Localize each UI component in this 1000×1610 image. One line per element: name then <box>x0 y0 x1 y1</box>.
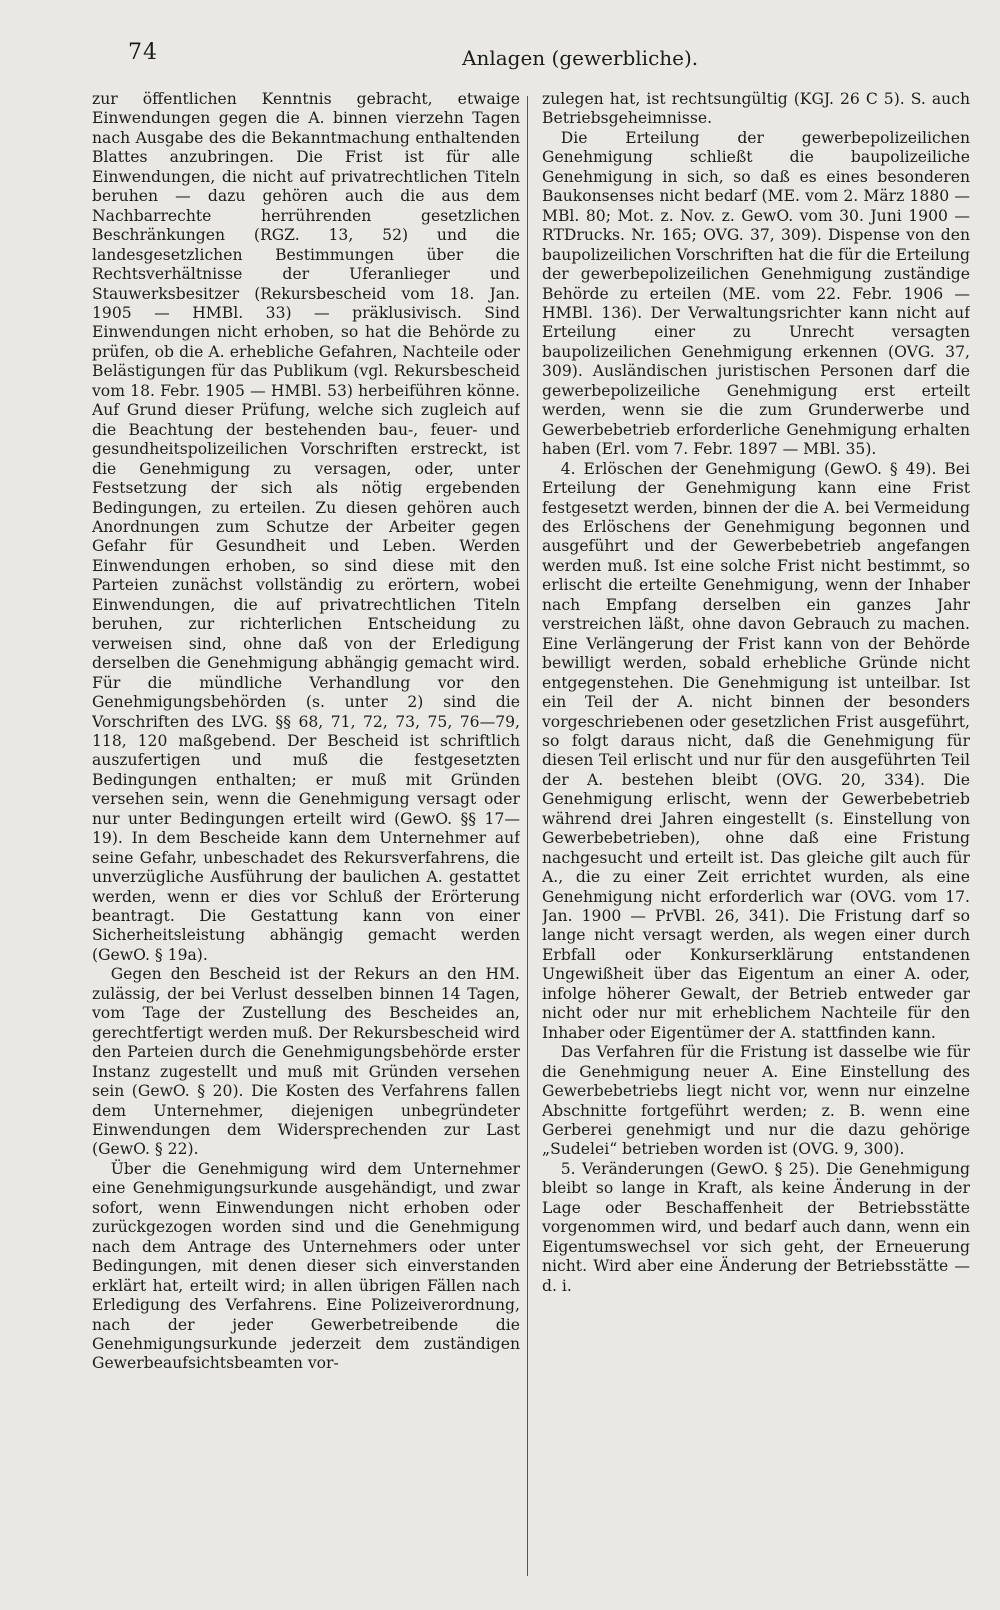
paragraph: zulegen hat, ist rechtsungültig (KGJ. 26 C 5). S. auch Betriebsgeheimnisse. <box>542 90 970 128</box>
paragraph: zur öffentlichen Kenntnis gebracht, etwaige Einwendungen gegen die A. binnen vierzehn Tagen nach Ausgabe des die Bekanntmachung enthaltenden Blattes anzubringen. Die Frist ist für alle Einwendungen, die nicht auf privatrechtlichen Titeln beruhen — dazu gehören auch die aus dem Nachbarrechte herrührenden gesetzlichen Beschränkungen (RGZ. 13, 52) und die landesgesetzlichen Bestimmungen über die Rechtsverhältnisse der Uferanlieger und Stauwerksbesitzer (Rekursbescheid vom 18. Jan. 1905 — HMBl. 33) — präklusivisch. Sind Einwendungen nicht erhoben, so hat die Behörde zu prüfen, ob die A. erhebliche Gefahren, Nachteile oder Belästigungen für das Publikum (vgl. Rekursbescheid vom 18. Febr. 1905 — HMBl. 53) herbeiführen könne. Auf Grund dieser Prüfung, welche sich zugleich auf die Beachtung der bestehenden bau-, feuer- und gesundheitspolizeilichen Vorschriften erstreckt, ist die Genehmigung zu versagen, oder, unter Festsetzung der sich als nötig ergebenden Bedingungen, zu erteilen. Zu diesen gehören auch Anordnungen zum Schutze der Arbeiter gegen Gefahr für Gesundheit und Leben. Werden Einwendungen erhoben, so sind diese mit den Parteien zunächst vollständig zu erörtern, wobei Einwendungen, die auf privatrechtlichen Titeln beruhen, zur richterlichen Entscheidung zu verweisen sind, ohne daß von der Erledigung derselben die Genehmigung abhängig gemacht wird. Für die mündliche Verhandlung vor den Genehmigungsbehörden (s. unter 2) sind die Vorschriften des LVG. §§ 68, 71, 72, 73, 75, 76—79, 118, 120 maßgebend. Der Bescheid ist schriftlich auszufertigen und muß die festgesetzten Bedingungen enthalten; er muß mit Gründen versehen sein, wenn die Genehmigung versagt oder nur unter Bedingungen erteilt wird (GewO. §§ 17—19). In dem Bescheide kann dem Unternehmer auf seine Gefahr, unbeschadet des Rekursverfahrens, die unverzügliche Ausführung der baulichen A. gestattet werden, wenn er dies vor Schluß der Erörterung beantragt. Die Gestattung kann von einer Sicherheitsleistung abhängig gemacht werden (GewO. § 19a). <box>92 90 520 964</box>
paragraph: Über die Genehmigung wird dem Unternehmer eine Genehmigungsurkunde ausgehändigt, und zwar sofort, wenn Einwendungen nicht erhoben oder zurückgezogen worden sind und die Genehmigung nach dem Antrage des Unternehmers oder unter Bedingungen, mit denen dieser sich einverstanden erklärt hat, erteilt wird; in allen übrigen Fällen nach Erledigung des Verfahrens. Eine Polizeiverordnung, nach der jeder Gewerbetreibende die Genehmigungsurkunde jederzeit dem zuständigen Gewerbeaufsichtsbeamten vor- <box>92 1159 520 1373</box>
right-column <box>542 90 970 1580</box>
paragraph: Das Verfahren für die Fristung ist dasselbe wie für die Genehmigung neuer A. Eine Einstellung des Gewerbebetriebs liegt nicht vor, wenn nur einzelne Abschnitte fortgeführt werden; z. B. wenn eine Gerberei genehmigt und nur die dazu gehörige „Sudelei“ betrieben worden ist (OVG. 9, 300). <box>542 1043 970 1159</box>
running-head: Anlagen (gewerbliche). <box>462 46 699 70</box>
left-column <box>92 90 520 1580</box>
paragraph: 5. Veränderungen (GewO. § 25). Die Genehmigung bleibt so lange in Kraft, als keine Änderung in der Lage oder Beschaffenheit der Betriebsstätte vorgenommen wird, und bedarf auch dann, wenn ein Eigentumswechsel vor sich geht, der Erneuerung nicht. Wird aber eine Änderung der Betriebsstätte — d. i. <box>542 1159 970 1295</box>
paragraph: Die Erteilung der gewerbepolizeilichen Genehmigung schließt die baupolizeiliche Genehmigung in sich, so daß es eines besonderen Baukonsenses nicht bedarf (ME. vom 2. März 1880 — MBl. 80; Mot. z. Nov. z. GewO. vom 30. Juni 1900 — RTDrucks. Nr. 165; OVG. 37, 309). Dispense von den baupolizeilichen Vorschriften hat die für die Erteilung der gewerbepolizeilichen Genehmigung zuständige Behörde zu erteilen (ME. vom 22. Febr. 1906 — HMBl. 136). Der Verwaltungsrichter kann nicht auf Erteilung einer zu Unrecht versagten baupolizeilichen Genehmigung erkennen (OVG. 37, 309). Ausländischen juristischen Personen darf die gewerbepolizeiliche Genehmigung erst erteilt werden, wenn sie die zum Grunderwerbe und Gewerbebetrieb erforderliche Genehmigung erhalten haben (Erl. vom 7. Febr. 1897 — MBl. 35). <box>542 128 970 459</box>
page-number: 74 <box>128 40 158 65</box>
column-divider <box>527 96 528 1576</box>
paragraph: 4. Erlöschen der Genehmigung (GewO. § 49). Bei Erteilung der Genehmigung kann eine Frist festgesetzt werden, binnen der die A. bei Vermeidung des Erlöschens der Genehmigung begonnen und ausgeführt und der Gewerbebetrieb angefangen werden muß. Ist eine solche Frist nicht bestimmt, so erlischt die erteilte Genehmigung, wenn der Inhaber nach Empfang derselben ein ganzes Jahr verstreichen läßt, ohne davon Gebrauch zu machen. Eine Verlängerung der Frist kann von der Behörde bewilligt werden, sobald erhebliche Gründe nicht entgegenstehen. Die Genehmigung ist unteilbar. Ist ein Teil der A. nicht binnen der besonders vorgeschriebenen oder gesetzlichen Frist ausgeführt, so folgt daraus nicht, daß die Genehmigung für diesen Teil erlischt und nur für den ausgeführten Teil der A. bestehen bleibt (OVG. 20, 334). Die Genehmigung erlischt, wenn der Gewerbebetrieb während drei Jahren eingestellt (s. Einstellung von Gewerbebetrieben), ohne daß eine Fristung nachgesucht und erteilt ist. Das gleiche gilt auch für A., die zu einer Zeit errichtet wurden, als eine Genehmigung nicht erforderlich war (OVG. vom 17. Jan. 1900 — PrVBl. 26, 341). Die Fristung darf so lange nicht versagt werden, als wegen einer durch Erbfall oder Konkurserklärung entstandenen Ungewißheit über das Eigentum an einer A. oder, infolge höherer Gewalt, der Betrieb entweder gar nicht oder nur mit erheblichem Nachteile für den Inhaber oder Eigentümer der A. stattfinden kann. <box>542 459 970 1042</box>
paragraph: Gegen den Bescheid ist der Rekurs an den HM. zulässig, der bei Verlust desselben binnen 14 Tagen, vom Tage der Zustellung des Bescheides an, gerechtfertigt werden muß. Der Rekursbescheid wird den Parteien durch die Genehmigungsbehörde erster Instanz zugestellt und muß mit Gründen versehen sein (GewO. § 20). Die Kosten des Verfahrens fallen dem Unternehmer, diejenigen unbegründeter Einwendungen dem Widersprechenden zur Last (GewO. § 22). <box>92 965 520 1159</box>
